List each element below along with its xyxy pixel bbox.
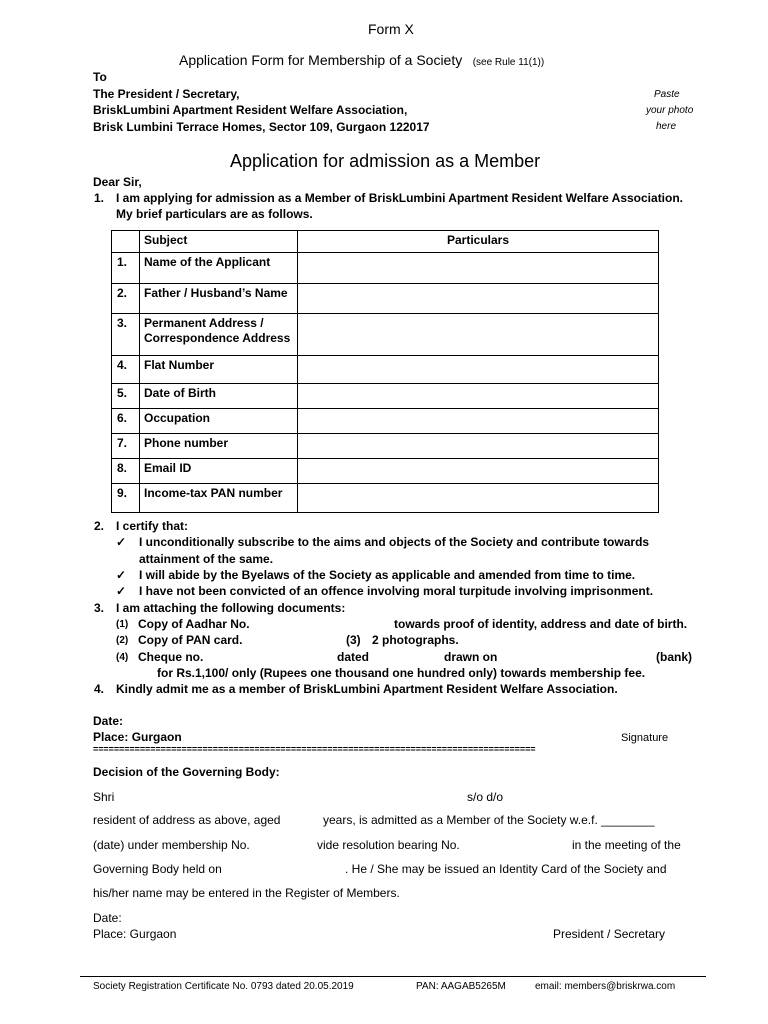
doc4-text-b: dated <box>337 650 370 664</box>
table-row <box>112 314 659 356</box>
particulars-table <box>111 230 659 513</box>
address-line-3: Brisk Lumbini Terrace Homes, Sector 109, Gurgaon 122017 <box>93 120 430 134</box>
table-row <box>112 409 659 434</box>
table-row <box>112 253 659 284</box>
check-icon: ✓ <box>116 584 127 598</box>
row-subject <box>140 314 298 356</box>
decision-l5: his/her name may be entered in the Register of Members. <box>93 886 400 900</box>
doc4-text-c: drawn on <box>444 650 498 664</box>
row-number: 9. <box>112 484 140 513</box>
table-row <box>112 434 659 459</box>
form-number: Form X <box>368 21 414 37</box>
para1-number: 1. <box>94 191 105 205</box>
doc3-number: (3) <box>346 633 361 647</box>
table-header-num <box>112 231 140 253</box>
decision-l4-a: Governing Body held on <box>93 862 222 876</box>
para4-text: Kindly admit me as a member of BriskLumbini Apartment Resident Welfare Association. <box>116 682 618 696</box>
photo-text-3: here <box>656 121 677 132</box>
row-number: 2. <box>112 284 140 314</box>
certify-item-1-cont: attainment of the same. <box>139 552 274 566</box>
row-subject: Father / Husband’s Name <box>140 284 298 314</box>
row-particulars-cell[interactable] <box>298 356 659 384</box>
row-subject: Income-tax PAN number <box>140 484 298 513</box>
para3-intro: I am attaching the following documents: <box>116 601 346 615</box>
doc1-text-a: Copy of Aadhar No. <box>138 617 250 631</box>
footer-rule <box>80 976 706 977</box>
para4-number: 4. <box>94 682 105 696</box>
decision-heading: Decision of the Governing Body: <box>93 765 280 779</box>
para1-line-1: I am applying for admission as a Member of BriskLumbini Apartment Resident Welfare Association. <box>116 191 684 205</box>
address-line-2: BriskLumbini Apartment Resident Welfare Association, <box>93 103 408 117</box>
row-particulars-cell[interactable] <box>298 434 659 459</box>
decision-l1-b: s/o d/o <box>467 790 504 804</box>
rule-reference: (see Rule 11(1)) <box>472 57 545 68</box>
para3-number: 3. <box>94 601 105 615</box>
row-number: 4. <box>112 356 140 384</box>
photo-text-2: your photo <box>646 105 694 116</box>
check-icon: ✓ <box>116 568 127 582</box>
date-label-2: Date: <box>93 911 122 925</box>
row-subject: Email ID <box>140 459 298 484</box>
subtitle: Application for admission as a Member <box>230 151 541 171</box>
decision-l4-b: . He / She may be issued an Identity Card of the Society and <box>345 862 667 876</box>
footer-pan: PAN: AAGAB5265M <box>416 981 506 992</box>
form-title-line <box>179 52 544 70</box>
row-number: 5. <box>112 384 140 409</box>
certify-item-3 <box>116 584 653 598</box>
table-header-subject: Subject <box>140 231 298 253</box>
table-header-particulars: Particulars <box>298 231 659 253</box>
row-particulars-cell[interactable] <box>298 459 659 484</box>
table-row <box>112 284 659 314</box>
doc1-number: (1) <box>116 619 129 630</box>
decision-l3-a: (date) under membership No. <box>93 838 250 852</box>
table-header-row <box>112 231 659 253</box>
row-subject-line-2: Correspondence Address <box>144 331 291 345</box>
doc4-text-a: Cheque no. <box>138 650 204 664</box>
row-number: 1. <box>112 253 140 284</box>
para2-intro: I certify that: <box>116 519 189 533</box>
doc4-text-d: (bank) <box>656 650 692 664</box>
row-particulars-cell[interactable] <box>298 284 659 314</box>
separator-line: ===================================================================================== <box>93 744 536 754</box>
row-number: 8. <box>112 459 140 484</box>
certify-item-2 <box>116 568 635 582</box>
footer-email: email: members@briskrwa.com <box>535 981 676 992</box>
president-secretary-label: President / Secretary <box>553 927 666 941</box>
form-title: Application Form for Membership of a Society <box>179 52 463 68</box>
place-label-2: Place: Gurgaon <box>93 927 177 941</box>
decision-l2-a: resident of address as above, aged <box>93 813 281 827</box>
table-row <box>112 484 659 513</box>
decision-l1-a: Shri <box>93 790 115 804</box>
row-particulars-cell[interactable] <box>298 384 659 409</box>
decision-l3-c: in the meeting of the <box>572 838 681 852</box>
certify-item-3-text: I have not been convicted of an offence involving moral turpitude involving imprisonment. <box>139 584 654 598</box>
table-row <box>112 356 659 384</box>
row-particulars-cell[interactable] <box>298 253 659 284</box>
signature-label: Signature <box>621 732 669 744</box>
doc4-number: (4) <box>116 652 129 663</box>
table-row <box>112 384 659 409</box>
footer-registration: Society Registration Certificate No. 0793 dated 20.05.2019 <box>93 981 354 992</box>
para1-line-2: My brief particulars are as follows. <box>116 207 313 221</box>
row-subject-line-1: Permanent Address / <box>144 316 264 330</box>
row-number: 3. <box>112 314 140 356</box>
doc2-text: Copy of PAN card. <box>138 633 243 647</box>
decision-l2-b: years, is admitted as a Member of the Society w.e.f. ________ <box>323 813 655 827</box>
row-subject: Date of Birth <box>140 384 298 409</box>
row-number: 6. <box>112 409 140 434</box>
decision-l3-b: vide resolution bearing No. <box>317 838 460 852</box>
row-particulars-cell[interactable] <box>298 314 659 356</box>
certify-item-1 <box>116 535 649 549</box>
address-line-1: The President / Secretary, <box>93 87 240 101</box>
row-number: 7. <box>112 434 140 459</box>
row-particulars-cell[interactable] <box>298 484 659 513</box>
row-subject: Name of the Applicant <box>140 253 298 284</box>
doc2-number: (2) <box>116 635 129 646</box>
row-subject: Phone number <box>140 434 298 459</box>
doc3-text: 2 photographs. <box>372 633 459 647</box>
photo-text-1: Paste <box>654 89 680 100</box>
doc4-line-2: for Rs.1,100/ only (Rupees one thousand one hundred only) towards membership fee. <box>157 666 646 680</box>
address-to: To <box>93 70 107 84</box>
salutation: Dear Sir, <box>93 175 142 189</box>
date-label: Date: <box>93 714 124 728</box>
certify-item-2-text: I will abide by the Byelaws of the Society as applicable and amended from time to time. <box>139 568 636 582</box>
check-icon: ✓ <box>116 535 127 549</box>
row-subject: Flat Number <box>140 356 298 384</box>
certify-item-1-text: I unconditionally subscribe to the aims and objects of the Society and contribute towards <box>139 535 650 549</box>
table-row <box>112 459 659 484</box>
row-subject: Occupation <box>140 409 298 434</box>
doc1-text-b: towards proof of identity, address and date of birth. <box>394 617 688 631</box>
place-label: Place: Gurgaon <box>93 730 182 744</box>
row-particulars-cell[interactable] <box>298 409 659 434</box>
para2-number: 2. <box>94 519 105 533</box>
